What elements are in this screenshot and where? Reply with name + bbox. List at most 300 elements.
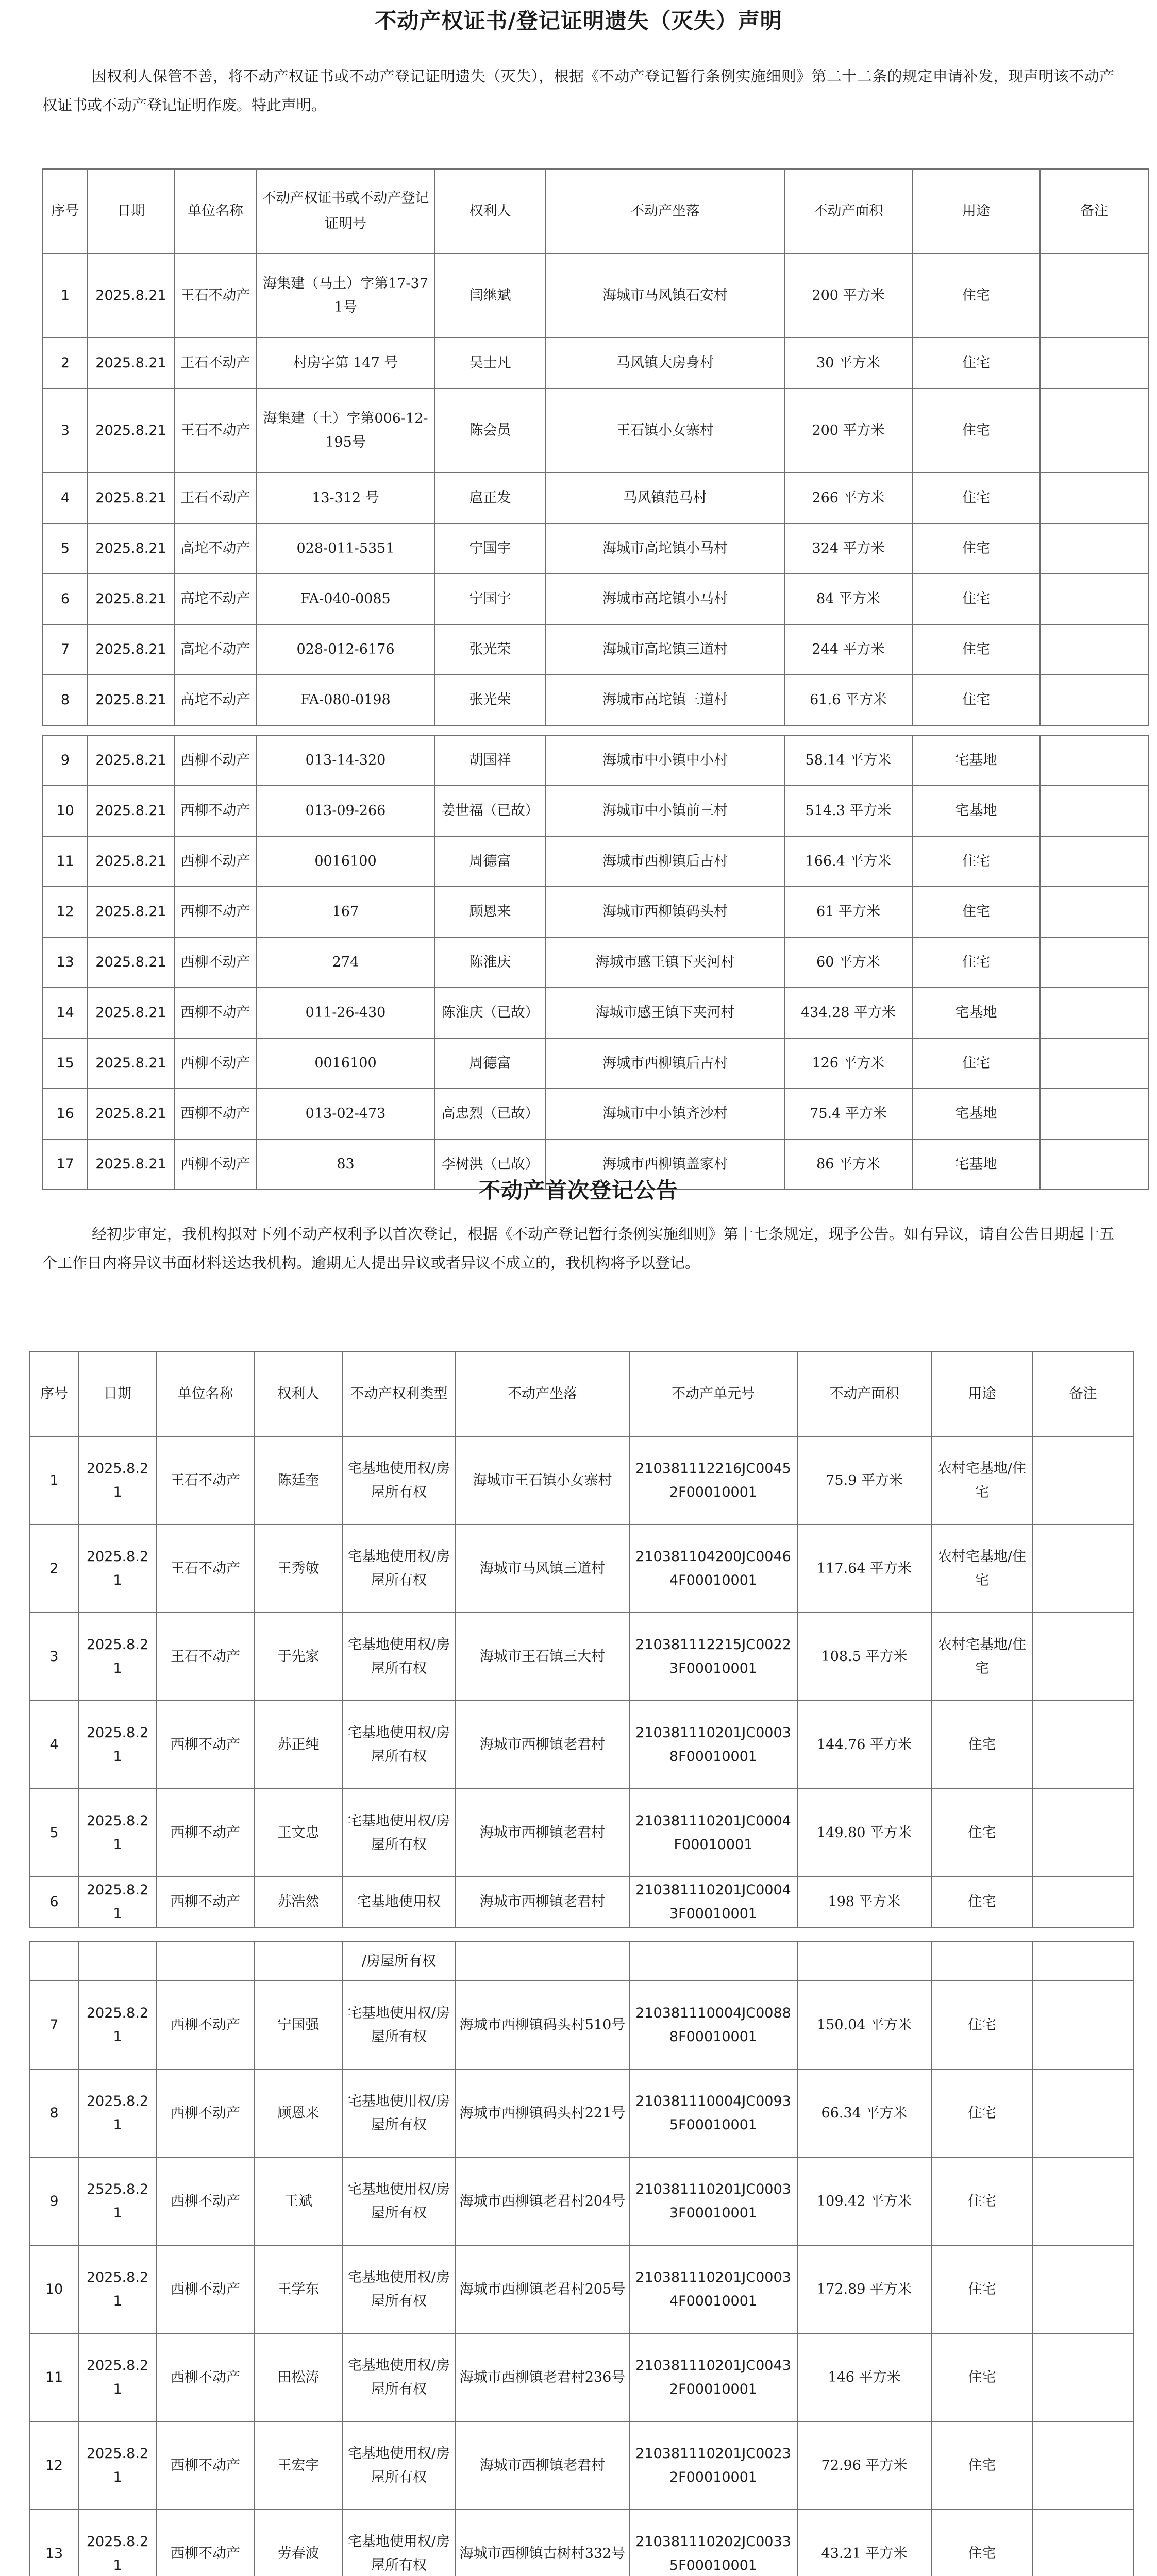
cell-location: 海城市西柳镇后古村	[546, 1038, 784, 1089]
cell-owner: 劳春波	[255, 2510, 342, 2576]
cell-area: 60 平方米	[784, 937, 912, 988]
cell-unit: 高坨不动产	[174, 624, 257, 675]
registration-notice-intro	[42, 1219, 1114, 1277]
col-header-date: 日期	[79, 1351, 156, 1436]
cell-usage: 住宅	[931, 1981, 1033, 2069]
cell-usage: 住宅	[931, 2069, 1033, 2157]
cell-date: 2025.8.21	[88, 836, 174, 887]
cell-area: 200 平方米	[784, 388, 912, 473]
cell-area: 144.76 平方米	[797, 1701, 931, 1789]
cell-area: 117.64 平方米	[797, 1524, 931, 1613]
table-row	[29, 2421, 1133, 2510]
cell-remark	[1033, 1524, 1133, 1613]
cell-certificate-no: 83	[257, 1139, 434, 1190]
table-header-row	[29, 1351, 1133, 1436]
cell-unit: 西柳不动产	[174, 1038, 257, 1089]
table-row	[29, 1701, 1133, 1789]
cell-owner: 田松涛	[255, 2333, 342, 2421]
cell-date: 2025.8.21	[79, 2069, 156, 2157]
cell-remark	[1040, 338, 1148, 388]
col-header-date: 日期	[88, 169, 174, 253]
cell-index: 17	[43, 1139, 88, 1190]
cell-owner: 闫继斌	[434, 253, 546, 338]
cell-location: 海城市西柳镇码头村510号	[456, 1981, 629, 2069]
cell-area: 30 平方米	[784, 338, 912, 388]
cell-usage: 农村宅基地/住宅	[931, 1613, 1033, 1701]
cell-date: 2525.8.21	[79, 2157, 156, 2245]
cell-owner: 宁国宇	[434, 574, 546, 624]
cell-index: 14	[43, 988, 88, 1038]
cell-remark	[1040, 473, 1148, 523]
col-header-usage: 用途	[912, 169, 1040, 253]
table-continuation-row	[29, 1942, 1133, 1981]
cell-date: 2025.8.21	[79, 1701, 156, 1789]
col-header-owner: 权利人	[434, 169, 546, 253]
cell-remark	[1040, 388, 1148, 473]
cell-unit: 王石不动产	[174, 473, 257, 523]
table-row	[29, 1613, 1133, 1701]
table-row	[43, 887, 1148, 937]
col-header-unit: 单位名称	[156, 1351, 255, 1436]
cell-location: 海城市西柳镇后古村	[546, 836, 784, 887]
cell-date: 2025.8.21	[88, 523, 174, 574]
cell-index: 12	[29, 2421, 79, 2510]
cell-usage: 住宅	[912, 388, 1040, 473]
cell-date: 2025.8.21	[79, 2510, 156, 2576]
cell-index: 16	[43, 1089, 88, 1139]
cell-owner: 王学东	[255, 2245, 342, 2333]
cell-index: 9	[29, 2157, 79, 2245]
cell-certificate-no: 167	[257, 887, 434, 937]
cell-owner: 王宏宇	[255, 2421, 342, 2510]
cell-location: 海城市西柳镇老君村	[456, 2421, 629, 2510]
cell-area: 324 平方米	[784, 523, 912, 574]
table-row	[29, 1981, 1133, 2069]
cell-area: 149.80 平方米	[797, 1789, 931, 1877]
cell-location: 海城市西柳镇码头村221号	[456, 2069, 629, 2157]
cell-remark	[1040, 624, 1148, 675]
cell-certificate-no: FA-080-0198	[257, 675, 434, 725]
cell-certificate-no: 13-312 号	[257, 473, 434, 523]
cell-index: 8	[29, 2069, 79, 2157]
cell-usage: 农村宅基地/住宅	[931, 1524, 1033, 1613]
cell-date: 2025.8.21	[79, 1981, 156, 2069]
cell-area: 109.42 平方米	[797, 2157, 931, 2245]
cell-index: 8	[43, 675, 88, 725]
cell-location: 海城市高坨镇三道村	[546, 675, 784, 725]
cell-area: 61 平方米	[784, 887, 912, 937]
table-row	[29, 1877, 1133, 1927]
cell-owner: 苏正纯	[255, 1701, 342, 1789]
cell-unit: 西柳不动产	[174, 786, 257, 836]
cell-unit: 西柳不动产	[174, 1089, 257, 1139]
lost-certificate-table	[42, 168, 1149, 726]
cell-index: 5	[43, 523, 88, 574]
cell-unit: 西柳不动产	[156, 1789, 255, 1877]
cell-date: 2025.8.21	[88, 338, 174, 388]
cell-remark	[1040, 1038, 1148, 1089]
col-header-index: 序号	[43, 169, 88, 253]
cell-area: 266 平方米	[784, 473, 912, 523]
col-header-right-type: 不动产权利类型	[342, 1351, 456, 1436]
cell-unit-number: 210381110004JC00935F00010001	[629, 2069, 797, 2157]
cell-area: 146 平方米	[797, 2333, 931, 2421]
table-row	[29, 2245, 1133, 2333]
cell-remark	[1033, 1789, 1133, 1877]
cell-index: 11	[43, 836, 88, 887]
cell-certificate-no: 海集建（马土）字第17-371号	[257, 253, 434, 338]
cell-unit: 西柳不动产	[174, 937, 257, 988]
first-registration-table-continued	[29, 1941, 1134, 2576]
cell-index: 4	[43, 473, 88, 523]
cell-location: 马风镇范马村	[546, 473, 784, 523]
cell-owner: 王文忠	[255, 1789, 342, 1877]
table-row	[29, 1436, 1133, 1524]
cell-area: 108.5 平方米	[797, 1613, 931, 1701]
cell-remark	[1033, 2421, 1133, 2510]
registration-notice-intro-line2: 告日期起十五个工作日内将异议书面材料送达我机构。逾期无人提出异议或者异议不成立的，我机构将予以登记。	[42, 1225, 1114, 1272]
registration-notice-intro-line1: 经初步审定，我机构拟对下列不动产权利予以首次登记，根据《不动产登记暂行条例实施细则》第十七条规定，现予公告。如有异议，请自公	[92, 1225, 1025, 1243]
cell-owner: 陈淮庆（已故）	[434, 988, 546, 1038]
cell-usage: 宅基地	[912, 786, 1040, 836]
cell-location: 海城市王石镇小女寨村	[456, 1436, 629, 1524]
cell-right-type: 宅基地使用权/房屋所有权	[342, 1981, 456, 2069]
cell-index: 2	[29, 1524, 79, 1613]
cell-unit: 西柳不动产	[156, 2510, 255, 2576]
cell-date: 2025.8.21	[88, 786, 174, 836]
cell-remark	[1033, 2333, 1133, 2421]
cell-remark	[1040, 574, 1148, 624]
cell-index: 12	[43, 887, 88, 937]
cell-owner: 顾恩来	[434, 887, 546, 937]
cell-location: 海城市西柳镇老君村205号	[456, 2245, 629, 2333]
cell-location: 海城市感王镇下夹河村	[546, 937, 784, 988]
cell-location: 海城市西柳镇盖家村	[546, 1139, 784, 1190]
cell-remark	[1033, 1613, 1133, 1701]
first-registration-table	[29, 1351, 1134, 1928]
cell-location: 海城市西柳镇码头村	[546, 887, 784, 937]
cell-date: 2025.8.21	[88, 624, 174, 675]
cell-certificate-no: 村房字第 147 号	[257, 338, 434, 388]
cell-unit: 西柳不动产	[174, 887, 257, 937]
cell-certificate-no: 013-02-473	[257, 1089, 434, 1139]
cell-area: 58.14 平方米	[784, 735, 912, 786]
cell-usage: 住宅	[912, 887, 1040, 937]
cell-date: 2025.8.21	[79, 1877, 156, 1927]
cell-owner: 高忠烈（已故）	[434, 1089, 546, 1139]
cell-index: 11	[29, 2333, 79, 2421]
cell-remark	[1033, 2157, 1133, 2245]
cell-index: 10	[29, 2245, 79, 2333]
cell-unit: 王石不动产	[174, 388, 257, 473]
cell-area: 86 平方米	[784, 1139, 912, 1190]
cell-location: 海城市西柳镇老君村204号	[456, 2157, 629, 2245]
cell-unit: 王石不动产	[174, 253, 257, 338]
cell-location: 海城市中小镇前三村	[546, 786, 784, 836]
cell-location: 海城市马风镇石安村	[546, 253, 784, 338]
notice-title-first-registration: 不动产首次登记公告	[478, 1178, 678, 1203]
cell-owner: 王秀敏	[255, 1524, 342, 1613]
col-header-remark: 备注	[1040, 169, 1148, 253]
cell-area: 126 平方米	[784, 1038, 912, 1089]
cell-usage: 住宅	[912, 937, 1040, 988]
cell-remark	[1040, 253, 1148, 338]
cell-unit: 高坨不动产	[174, 523, 257, 574]
cell-right-type: 宅基地使用权/房屋所有权	[342, 1436, 456, 1524]
cell-area: 172.89 平方米	[797, 2245, 931, 2333]
cell-date: 2025.8.21	[88, 473, 174, 523]
cell-unit-number: 210381110201JC00232F00010001	[629, 2421, 797, 2510]
cell-unit-number: 210381110201JC00043F00010001	[629, 1877, 797, 1927]
cell-certificate-no: 011-26-430	[257, 988, 434, 1038]
cell-index: 3	[29, 1613, 79, 1701]
cell-usage: 住宅	[912, 338, 1040, 388]
cell-index: 6	[43, 574, 88, 624]
cell-unit-number: 210381110004JC00888F00010001	[629, 1981, 797, 2069]
table-row	[43, 523, 1148, 574]
table-row	[29, 2333, 1133, 2421]
cell-date: 2025.8.21	[88, 735, 174, 786]
cell-right-type: 宅基地使用权/房屋所有权	[342, 1701, 456, 1789]
cell-usage: 住宅	[912, 624, 1040, 675]
cell-area: 43.21 平方米	[797, 2510, 931, 2576]
col-header-certificate-no: 不动产权证书或不动产登记证明号	[257, 169, 434, 253]
col-header-area: 不动产面积	[784, 169, 912, 253]
cell-right-type: 宅基地使用权/房屋所有权	[342, 1524, 456, 1613]
cell-certificate-no: 028-011-5351	[257, 523, 434, 574]
col-header-area: 不动产面积	[797, 1351, 931, 1436]
cell-remark	[1040, 836, 1148, 887]
cell-date: 2025.8.21	[88, 1038, 174, 1089]
cell-date: 2025.8.21	[88, 1089, 174, 1139]
table-row	[43, 1089, 1148, 1139]
cell-remark	[1040, 675, 1148, 725]
table-row	[43, 1038, 1148, 1089]
cell-area: 200 平方米	[784, 253, 912, 338]
cell-right-type: 宅基地使用权/房屋所有权	[342, 2333, 456, 2421]
cell-date: 2025.8.21	[88, 937, 174, 988]
cell-owner: 苏浩然	[255, 1877, 342, 1927]
col-header-location: 不动产坐落	[546, 169, 784, 253]
cell-usage: 住宅	[912, 1038, 1040, 1089]
cell-unit: 西柳不动产	[174, 735, 257, 786]
cell-owner: 于先家	[255, 1613, 342, 1701]
cell-unit: 王石不动产	[174, 338, 257, 388]
cell-date: 2025.8.21	[79, 1789, 156, 1877]
cell-date: 2025.8.21	[79, 1613, 156, 1701]
cell-area: 434.28 平方米	[784, 988, 912, 1038]
lost-certificate-table-continued	[42, 735, 1149, 1190]
cell-remark	[1040, 988, 1148, 1038]
cell-location: 海城市西柳镇老君村	[456, 1701, 629, 1789]
cell-index: 7	[43, 624, 88, 675]
lost-notice-intro	[42, 62, 1114, 120]
cell-location: 海城市中小镇齐沙村	[546, 1089, 784, 1139]
cell-date: 2025.8.21	[79, 1436, 156, 1524]
cell-area: 244 平方米	[784, 624, 912, 675]
cell-area: 166.4 平方米	[784, 836, 912, 887]
cell-location: 海城市高坨镇小马村	[546, 574, 784, 624]
table-row	[43, 624, 1148, 675]
cell-owner: 张光荣	[434, 624, 546, 675]
cell-area: 72.96 平方米	[797, 2421, 931, 2510]
table-row	[29, 1524, 1133, 1613]
cell-owner: 胡国祥	[434, 735, 546, 786]
cell-usage: 住宅	[931, 2157, 1033, 2245]
cell-unit-number: 210381110201JC00034F00010001	[629, 2245, 797, 2333]
cell-owner: 顾恩来	[255, 2069, 342, 2157]
cell-date: 2025.8.21	[88, 988, 174, 1038]
cell-usage: 住宅	[912, 253, 1040, 338]
cell-area: 66.34 平方米	[797, 2069, 931, 2157]
col-header-unit-number: 不动产单元号	[629, 1351, 797, 1436]
cell-certificate-no: 0016100	[257, 1038, 434, 1089]
cell-remark	[1033, 2245, 1133, 2333]
cell-usage: 住宅	[912, 523, 1040, 574]
cell-location: 海城市中小镇中小村	[546, 735, 784, 786]
cell-unit: 西柳不动产	[156, 2069, 255, 2157]
cell-owner: 周德富	[434, 836, 546, 887]
cell-location: 海城市西柳镇老君村236号	[456, 2333, 629, 2421]
cell-index: 9	[43, 735, 88, 786]
cell-unit: 西柳不动产	[156, 1701, 255, 1789]
cell-index: 4	[29, 1701, 79, 1789]
cell-unit-number: 210381110201JC0004F00010001	[629, 1789, 797, 1877]
cell-unit: 西柳不动产	[174, 836, 257, 887]
cell-remark	[1033, 2069, 1133, 2157]
cell-unit: 高坨不动产	[174, 675, 257, 725]
cell-unit-number: 210381110201JC00033F00010001	[629, 2157, 797, 2245]
cell-unit: 西柳不动产	[156, 1877, 255, 1927]
cell-area: 75.9 平方米	[797, 1436, 931, 1524]
cell-owner: 周德富	[434, 1038, 546, 1089]
table-row	[29, 2510, 1133, 2576]
cell-usage: 宅基地	[912, 1089, 1040, 1139]
cell-unit: 王石不动产	[156, 1436, 255, 1524]
cell-date: 2025.8.21	[79, 2333, 156, 2421]
cell-date: 2025.8.21	[88, 675, 174, 725]
cell-location: 海城市高坨镇三道村	[546, 624, 784, 675]
cell-date: 2025.8.21	[88, 1139, 174, 1190]
cell-right-type: 宅基地使用权/房屋所有权	[342, 2069, 456, 2157]
cell-owner: 陈廷奎	[255, 1436, 342, 1524]
cell-index: 2	[43, 338, 88, 388]
cell-usage: 住宅	[931, 2333, 1033, 2421]
cell-remark	[1033, 1877, 1133, 1927]
cell-owner: 王斌	[255, 2157, 342, 2245]
cell-unit: 高坨不动产	[174, 574, 257, 624]
cell-index: 1	[29, 1436, 79, 1524]
cell-location: 海城市西柳镇老君村	[456, 1789, 629, 1877]
table-row	[29, 2069, 1133, 2157]
table-header-row	[43, 169, 1148, 253]
cell-certificate-no: 013-14-320	[257, 735, 434, 786]
cell-remark	[1040, 937, 1148, 988]
cell-date: 2025.8.21	[88, 388, 174, 473]
cell-unit: 西柳不动产	[156, 2245, 255, 2333]
cell-usage: 住宅	[912, 836, 1040, 887]
lost-notice-intro-line2: 声明该不动产权证书或不动产登记证明作废。特此声明。	[42, 67, 1114, 114]
cell-remark	[1033, 1436, 1133, 1524]
cell-index: 6	[29, 1877, 79, 1927]
lost-notice-intro-line1: 因权利人保管不善，将不动产权证书或不动产登记证明遗失（灭失），根据《不动产登记暂行条例实施细则》第二十二条的规定申请补发，现	[92, 67, 1024, 85]
cell-unit: 西柳不动产	[156, 2421, 255, 2510]
cell-location: 海城市高坨镇小马村	[546, 523, 784, 574]
table-row	[29, 2157, 1133, 2245]
cell-unit-number: 210381112216JC00452F00010001	[629, 1436, 797, 1524]
cell-area: 150.04 平方米	[797, 1981, 931, 2069]
cell-unit: 西柳不动产	[156, 2157, 255, 2245]
cell-certificate-no: 0016100	[257, 836, 434, 887]
cell-remark	[1033, 1981, 1133, 2069]
cell-location: 海城市王石镇三大村	[456, 1613, 629, 1701]
cell-remark	[1040, 1089, 1148, 1139]
cell-owner: 陈淮庆	[434, 937, 546, 988]
cell-date: 2025.8.21	[88, 887, 174, 937]
cell-date: 2025.8.21	[88, 253, 174, 338]
col-header-index: 序号	[29, 1351, 79, 1436]
cell-owner: 扈正发	[434, 473, 546, 523]
col-header-location: 不动产坐落	[456, 1351, 629, 1436]
cell-usage: 农村宅基地/住宅	[931, 1436, 1033, 1524]
cell-certificate-no: 028-012-6176	[257, 624, 434, 675]
cell-certificate-no: 274	[257, 937, 434, 988]
cell-usage: 住宅	[912, 574, 1040, 624]
cell-remark	[1040, 735, 1148, 786]
table-row	[43, 735, 1148, 786]
cell-right-type: 宅基地使用权/房屋所有权	[342, 2510, 456, 2576]
cell-right-type: 宅基地使用权/房屋所有权	[342, 2245, 456, 2333]
cell-remark	[1033, 1701, 1133, 1789]
cell-right-type-continuation: /房屋所有权	[342, 1942, 456, 1981]
cell-remark	[1040, 786, 1148, 836]
cell-index: 5	[29, 1789, 79, 1877]
cell-usage: 宅基地	[912, 988, 1040, 1038]
cell-index: 1	[43, 253, 88, 338]
cell-location: 海城市感王镇下夹河村	[546, 988, 784, 1038]
cell-owner: 宁国强	[255, 1981, 342, 2069]
col-header-remark: 备注	[1033, 1351, 1133, 1436]
table-row	[29, 1789, 1133, 1877]
cell-date: 2025.8.21	[88, 574, 174, 624]
col-header-usage: 用途	[931, 1351, 1033, 1436]
cell-right-type: 宅基地使用权/房屋所有权	[342, 2421, 456, 2510]
cell-remark	[1040, 887, 1148, 937]
cell-area: 514.3 平方米	[784, 786, 912, 836]
cell-usage: 住宅	[931, 2421, 1033, 2510]
table-row	[43, 388, 1148, 473]
cell-usage: 住宅	[931, 1701, 1033, 1789]
cell-owner: 张光荣	[434, 675, 546, 725]
table-row	[43, 338, 1148, 388]
cell-owner: 陈会员	[434, 388, 546, 473]
cell-usage: 宅基地	[912, 1139, 1040, 1190]
cell-unit-number: 210381110201JC00038F00010001	[629, 1701, 797, 1789]
table-row	[43, 988, 1148, 1038]
cell-area: 198 平方米	[797, 1877, 931, 1927]
cell-area: 75.4 平方米	[784, 1089, 912, 1139]
cell-unit: 王石不动产	[156, 1524, 255, 1613]
cell-usage: 住宅	[912, 675, 1040, 725]
col-header-owner: 权利人	[255, 1351, 342, 1436]
cell-right-type: 宅基地使用权/房屋所有权	[342, 1789, 456, 1877]
cell-area: 61.6 平方米	[784, 675, 912, 725]
table-row	[43, 675, 1148, 725]
cell-unit: 西柳不动产	[156, 1981, 255, 2069]
cell-right-type: 宅基地使用权/房屋所有权	[342, 2157, 456, 2245]
cell-unit-number: 210381110201JC00432F00010001	[629, 2333, 797, 2421]
cell-right-type: 宅基地使用权	[342, 1877, 456, 1927]
